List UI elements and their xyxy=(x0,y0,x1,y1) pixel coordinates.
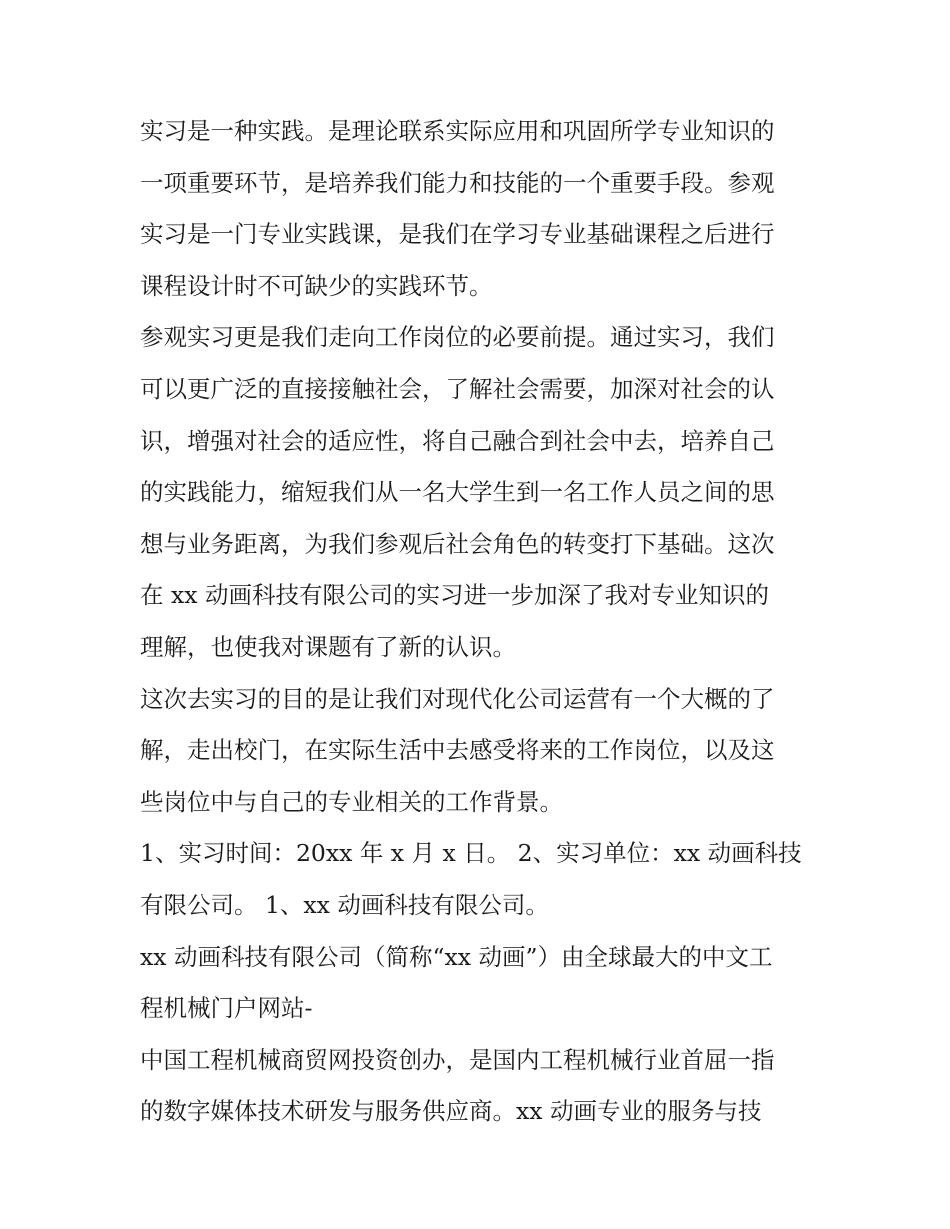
document-body xyxy=(140,106,830,1138)
text-line: 参观实习更是我们走向工作岗位的必要前提。通过实习，我们 xyxy=(140,323,775,352)
text-line: 想与业务距离，为我们参观后社会角色的转变打下基础。这次 xyxy=(140,529,775,558)
paragraph-company-intro xyxy=(140,932,830,1035)
text-line: 识，增强对社会的适应性，将自己融合到社会中去，培养自己 xyxy=(140,426,775,455)
text-line: 的实践能力，缩短我们从一名大学生到一名工作人员之间的思 xyxy=(140,478,775,507)
text-line: 程机械门户网站- xyxy=(140,994,313,1023)
text-line: 解，走出校门，在实际生活中去感受将来的工作岗位，以及这 xyxy=(140,736,775,765)
text-line: 的数字媒体技术研发与服务供应商。xx 动画专业的服务与技 xyxy=(140,1097,762,1126)
text-line: 这次去实习的目的是让我们对现代化公司运营有一个大概的了 xyxy=(140,684,775,713)
text-line: 在 xx 动画科技有限公司的实习进一步加深了我对专业知识的 xyxy=(140,581,769,610)
paragraph-internship-purpose xyxy=(140,674,830,829)
text-line: 可以更广泛的直接接触社会，了解社会需要，加深对社会的认 xyxy=(140,374,775,403)
paragraph-visit-premise xyxy=(140,312,830,673)
text-line: 课程设计时不可缺少的实践环节。 xyxy=(140,271,493,300)
text-line: xx 动画科技有限公司（简称“xx 动画”）由全球最大的中文工 xyxy=(140,942,773,971)
text-line: 一项重要环节，是培养我们能力和技能的一个重要手段。参观 xyxy=(140,168,775,197)
text-line: 有限公司。 1、xx 动画科技有限公司。 xyxy=(140,890,549,919)
text-line: 1、实习时间：20xx 年 x 月 x 日。 2、实习单位：xx 动画科技 xyxy=(140,839,802,868)
text-line: 些岗位中与自己的专业相关的工作背景。 xyxy=(140,787,563,816)
text-line: 实习是一种实践。是理论联系实际应用和巩固所学专业知识的 xyxy=(140,117,775,145)
paragraph-time-and-unit xyxy=(140,828,830,931)
paragraph-company-background xyxy=(140,1035,830,1138)
text-line: 中国工程机械商贸网投资创办，是国内工程机械行业首屈一指 xyxy=(140,1045,775,1074)
text-line: 实习是一门专业实践课，是我们在学习专业基础课程之后进行 xyxy=(140,220,775,249)
paragraph-internship-practice xyxy=(140,106,830,312)
text-line: 理解，也使我对课题有了新的认识。 xyxy=(140,632,516,661)
